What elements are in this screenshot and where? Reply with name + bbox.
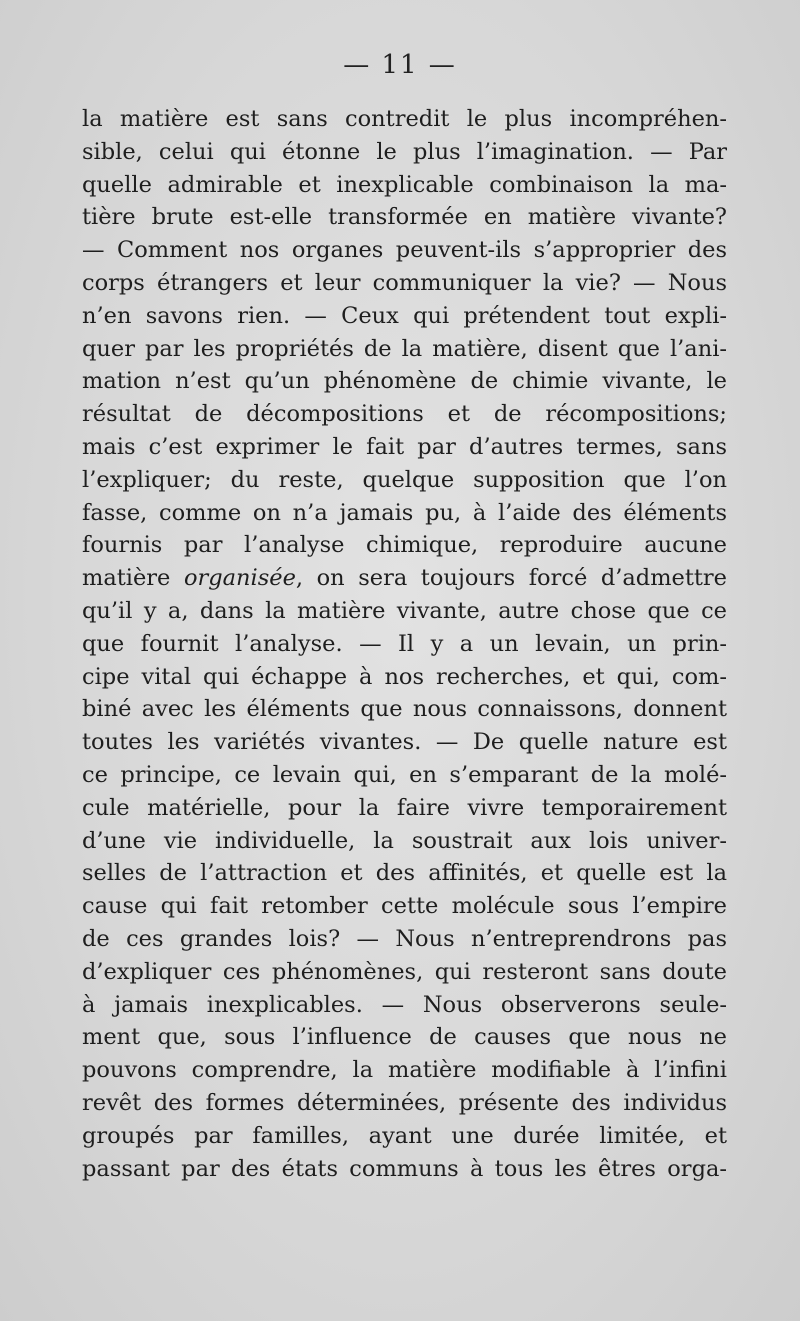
text-fragment: matière [82, 565, 184, 592]
text-line: n’en savons rien. — Ceux qui prétendent tout expli- [82, 302, 727, 329]
text-line: ment que, sous l’influence de causes que nous ne [82, 1024, 727, 1051]
text-line: biné avec les éléments que nous connaissons, donnent [82, 696, 727, 723]
page-number: — 11 — [343, 50, 457, 80]
text-line: revêt des formes déterminées, présente des individus [82, 1089, 727, 1116]
text-line: la matière est sans contredit le plus incompréhen- [82, 106, 727, 132]
text-line: fournis par l’analyse chimique, reproduire aucune [82, 532, 727, 559]
text-line: quelle admirable et inexplicable combinaison la ma- [82, 171, 727, 198]
text-line: tière brute est-elle transformée en matière vivante? [82, 204, 727, 231]
text-line: mation n’est qu’un phénomène de chimie vivante, le [82, 368, 727, 395]
italic-word: organisée [183, 565, 296, 592]
text-line: toutes les variétés vivantes. — De quelle nature est [82, 729, 727, 756]
text-line: mais c’est exprimer le fait par d’autres termes, sans [82, 433, 727, 460]
text-line: ce principe, ce levain qui, en s’emparant de la molé- [82, 761, 727, 788]
text-line: groupés par familles, ayant une durée limitée, et [82, 1122, 727, 1149]
text-line: — Comment nos organes peuvent-ils s’approprier des [82, 237, 727, 264]
text-line: de ces grandes lois? — Nous n’entreprendrons pas [82, 925, 727, 952]
text-line: pouvons comprendre, la matière modifiable à l’infini [82, 1057, 727, 1084]
text-line: l’expliquer; du reste, quelque supposition que l’on [82, 466, 727, 493]
text-line: fasse, comme on n’a jamais pu, à l’aide des éléments [82, 499, 727, 526]
text-fragment: , on sera toujours forcé d’admettre [295, 565, 727, 592]
text-line: cipe vital qui échappe à nos recherches, et qui, com- [82, 663, 727, 690]
text-line-italic-word [82, 562, 727, 595]
text-line: cule matérielle, pour la faire vivre temporairement [82, 794, 727, 821]
text-line: cause qui fait retomber cette molécule sous l’empire [82, 893, 727, 920]
text-line: selles de l’attraction et des affinités, et quelle est la [82, 860, 727, 887]
text-line: résultat de décompositions et de récompositions; [82, 401, 727, 428]
text-line: que fournit l’analyse. — Il y a un levain, un prin- [82, 630, 727, 657]
text-line: qu’il y a, dans la matière vivante, autre chose que ce [82, 597, 727, 624]
text-line: d’expliquer ces phénomènes, qui resteront sans doute [82, 958, 727, 985]
body-text [82, 103, 727, 1185]
text-line: d’une vie individuelle, la soustrait aux lois univer- [82, 827, 727, 854]
text-line: corps étrangers et leur communiquer la vie? — Nous [82, 269, 727, 296]
text-line: sible, celui qui étonne le plus l’imagination. — Par [82, 138, 727, 165]
text-line: passant par des états communs à tous les êtres orga- [82, 1155, 727, 1182]
text-line: à jamais inexplicables. — Nous observerons seule- [82, 991, 727, 1018]
text-line: quer par les propriétés de la matière, disent que l’ani- [82, 335, 727, 362]
